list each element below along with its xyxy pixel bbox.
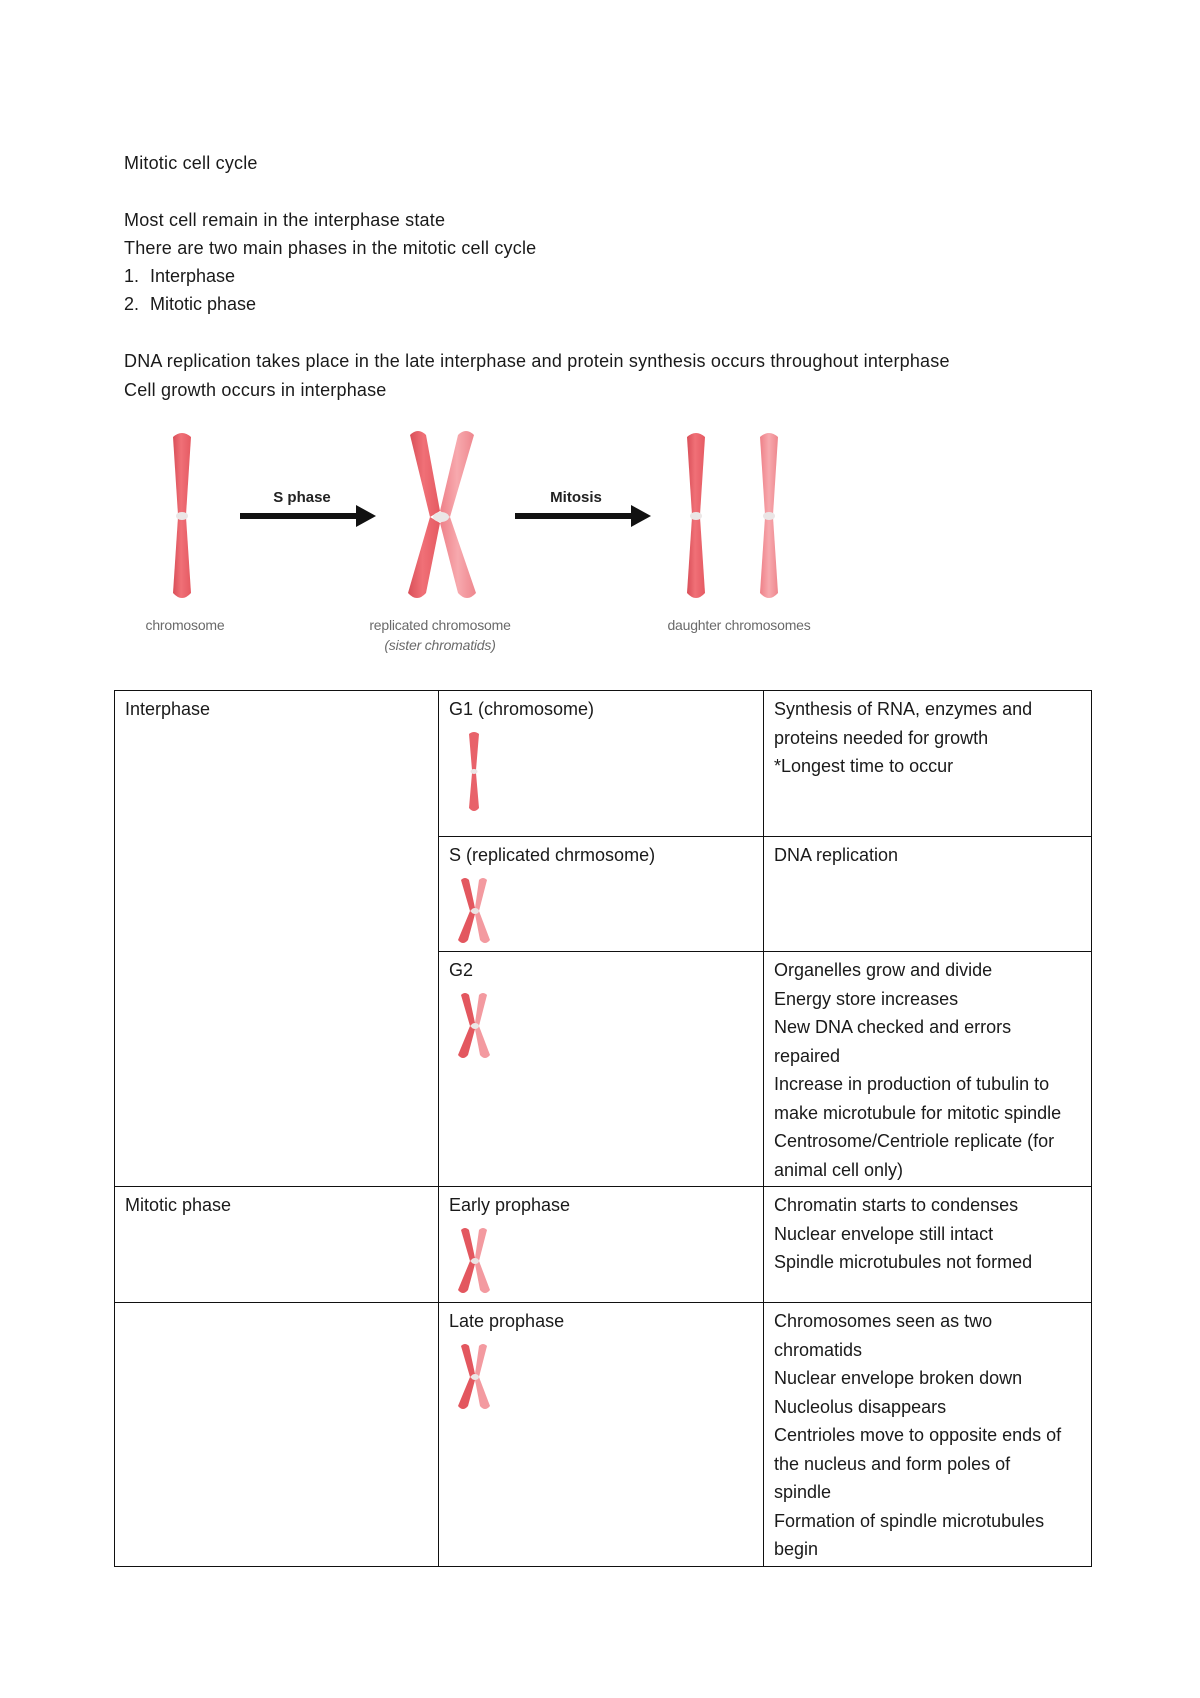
description-line: spindle [774,1482,832,1502]
list-item [124,290,256,318]
chromosome-icon [173,433,191,598]
description-line: Synthesis of RNA, enzymes and [774,699,1033,719]
description-line: New DNA checked and errors [774,1017,1012,1037]
description-line: Nuclear envelope still intact [774,1223,994,1244]
list-label: Interphase [150,266,236,286]
phase-cell [115,1187,439,1303]
stage-cell [439,1303,764,1567]
intro-line-2: There are two main phases in the mitotic cell cycle [124,238,537,258]
sister-chromatids-label: (sister chromatids) [384,637,496,653]
description-line: Chromatin starts to condenses [774,1195,1019,1215]
description-line: repaired [774,1045,841,1066]
description-cell [764,691,1092,837]
mitosis-label: Mitosis [550,489,602,506]
description-line: Increase in production of tubulin to [774,1074,1050,1094]
cell-cycle-table [114,690,1092,1567]
replicated-chromosome-icon [449,1226,509,1296]
chromosome-label: chromosome [145,617,225,633]
description-line: Centrioles move to opposite ends of [774,1425,1062,1445]
stage-cell [439,837,764,952]
description-line: proteins needed for growth [774,727,989,748]
description-line: Nucleolus disappears [774,1396,947,1417]
daughter-chromosome-icon [687,433,705,598]
description-cell [764,837,1092,952]
replicated-chromosome-icon [449,876,509,946]
phase-label: Interphase [125,699,211,719]
list-item [124,262,235,290]
stage-label: Late prophase [449,1311,565,1331]
description-line: make microtubule for mitotic spindle [774,1102,1062,1123]
description-line: begin [774,1539,819,1559]
description-line: Nuclear envelope broken down [774,1368,1023,1388]
table-row [115,691,1092,837]
description-line: the nucleus and form poles of [774,1453,1011,1474]
stage-label: G2 [449,960,474,980]
page-title: Mitotic cell cycle [124,153,258,173]
description-line: *Longest time to occur [774,756,954,776]
single-chromosome-icon [449,730,509,814]
replicated-chromosome-icon [449,1342,509,1412]
description-cell [764,1187,1092,1303]
notes-line-1: DNA replication takes place in the late interphase and protein synthesis occurs throughout interphase [124,351,950,371]
description-line: Formation of spindle microtubules [774,1510,1045,1531]
list-label: Mitotic phase [150,294,257,314]
description-line: animal cell only) [774,1159,904,1180]
stage-cell [439,1187,764,1303]
replicated-chromosome-label: replicated chromosome [369,617,511,633]
stage-label: G1 (chromosome) [449,699,595,719]
description-line: Organelles grow and divide [774,960,993,980]
list-number: 2. [124,294,140,314]
description-line: chromatids [774,1339,863,1360]
description-line: Centrosome/Centriole replicate (for [774,1131,1055,1151]
description-line: Energy store increases [774,988,959,1009]
phase-cell [115,691,439,1187]
phase-label: Mitotic phase [125,1195,232,1215]
description-line: DNA replication [774,845,899,865]
replicated-chromosome-icon [449,991,509,1061]
daughter-chromosomes-label: daughter chromosomes [667,617,811,633]
description-cell [764,1303,1092,1567]
replicated-chromosome-icon [408,431,476,598]
stage-cell [439,691,764,837]
mitosis-arrow-icon [515,505,651,527]
description-line: Chromosomes seen as two [774,1311,993,1331]
stage-label: S (replicated chrmosome) [449,845,656,865]
list-number: 1. [124,266,140,286]
s-phase-arrow-icon [240,505,376,527]
intro-line-1: Most cell remain in the interphase state [124,210,446,230]
stage-label: Early prophase [449,1195,571,1215]
phase-cell [115,1303,439,1567]
s-phase-label: S phase [273,489,331,506]
chromosome-diagram [120,425,840,665]
table-row [115,1187,1092,1303]
diagram-graphic [120,425,840,625]
table-row [115,1303,1092,1567]
daughter-chromosome-icon [760,433,778,598]
notes-line-2: Cell growth occurs in interphase [124,380,387,400]
description-line: Spindle microtubules not formed [774,1252,1033,1272]
description-cell [764,952,1092,1187]
stage-cell [439,952,764,1187]
